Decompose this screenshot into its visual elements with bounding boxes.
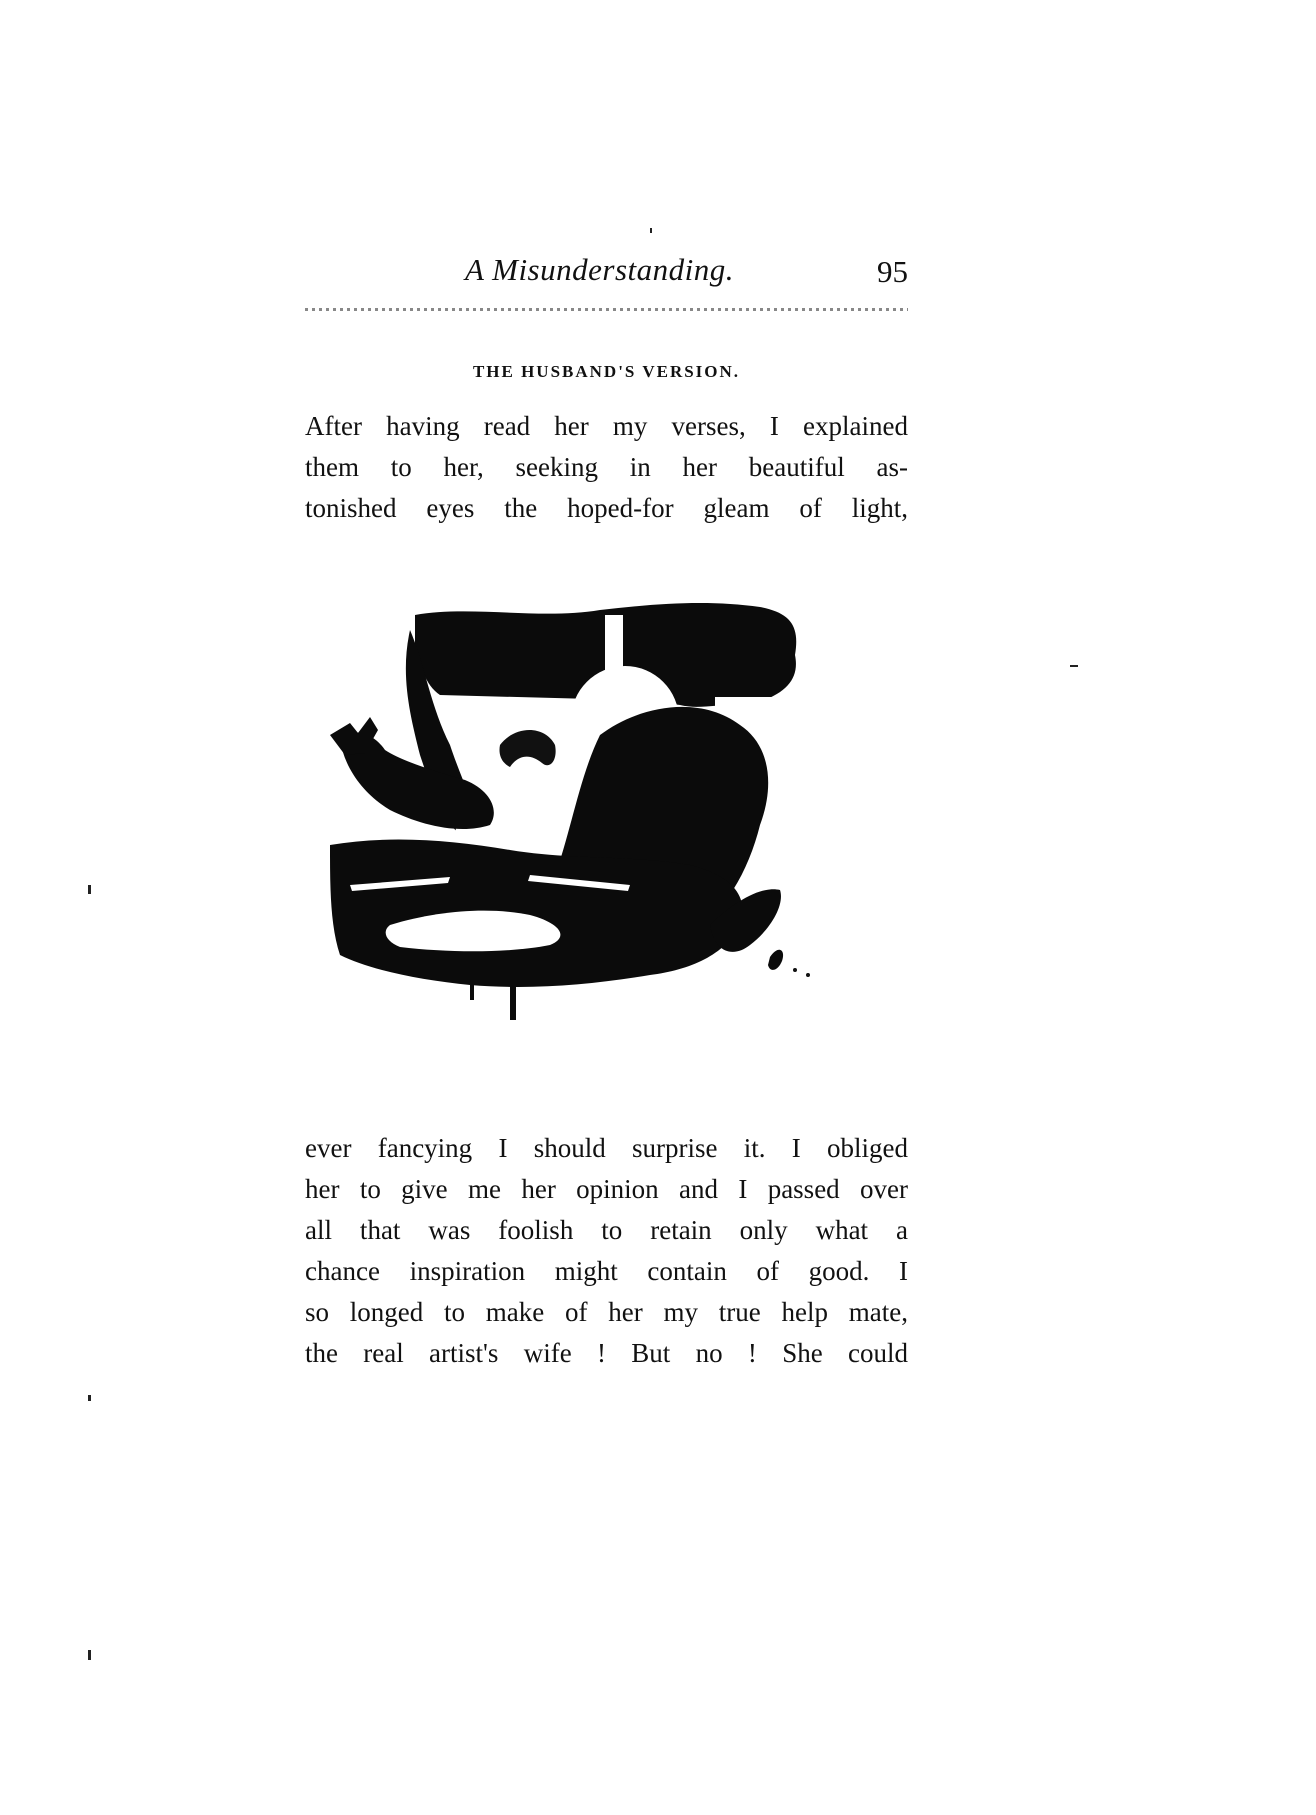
- scan-speck: [88, 1650, 91, 1660]
- woman-head: [489, 707, 570, 814]
- paragraph-top: [305, 406, 908, 529]
- bottom-drip: [510, 985, 516, 1020]
- text-line: all that was foolish to retain only what a: [305, 1215, 908, 1245]
- running-head: [305, 252, 908, 298]
- scan-speck: [88, 885, 91, 894]
- text-line: the real artist's wife ! But no ! She could: [305, 1338, 908, 1368]
- speck: [806, 973, 810, 977]
- text-line: chance inspiration might contain of good. I: [305, 1256, 908, 1286]
- running-title: A Misunderstanding.: [465, 252, 734, 287]
- bottom-drip: [470, 980, 474, 1000]
- paragraph-bottom: [305, 1128, 908, 1374]
- speck: [793, 968, 797, 972]
- section-heading: THE HUSBAND'S VERSION.: [472, 362, 741, 381]
- text-line: After having read her my verses, I explained: [305, 411, 908, 441]
- scan-speck: [1070, 665, 1078, 667]
- scan-speck: [88, 1395, 91, 1401]
- signature-mark: [768, 950, 783, 970]
- text-line: her to give me her opinion and I passed over: [305, 1174, 908, 1204]
- text-line: ever fancying I should surprise it. I obliged: [305, 1133, 908, 1163]
- scan-speck: [650, 228, 652, 233]
- text-line: so longed to make of her my true help mate,: [305, 1297, 908, 1327]
- text-line: tonished eyes the hoped-for gleam of light,: [305, 493, 908, 523]
- lamp-stem: [605, 615, 623, 675]
- header-rule: [305, 308, 908, 311]
- engraving-illustration-icon: [330, 585, 875, 1085]
- page-number: 95: [877, 254, 908, 289]
- text-line: them to her, seeking in her beautiful as-: [305, 452, 908, 482]
